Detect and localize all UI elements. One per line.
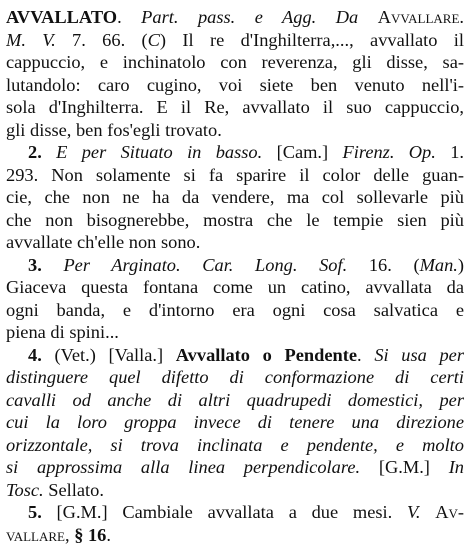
entry-line (6, 321, 464, 344)
entry-line (6, 434, 464, 457)
text-run: che non bisognerebbe, mostra che le tempie sien più (6, 210, 464, 230)
text-run: si approssima alla linea perpendicolare. (6, 457, 360, 477)
entry-line (6, 51, 464, 74)
entry-line (6, 231, 464, 254)
entry-line (6, 479, 464, 502)
text-run: 2. (28, 142, 56, 162)
text-run: . (117, 7, 141, 27)
text-run: Man. (420, 255, 458, 275)
text-run: Av- (435, 502, 464, 522)
text-run: . (106, 525, 111, 545)
text-run: ) Il re d'Inghilterra,..., avvallato il (160, 30, 464, 50)
text-run: Part. pass. e Agg. Da (141, 7, 378, 27)
text-run: 1. (436, 142, 464, 162)
text-run: sola d'Inghilterra. E il Re, avvallato il suo cappuccio, (6, 97, 464, 117)
text-run: cie, che non ne ha da vendere, ma col sollevarle più (6, 187, 464, 207)
entry-line (6, 186, 464, 209)
text-run: cappuccio, e inchinatolo con reverenza, gli disse, sa- (6, 52, 464, 72)
entry-line (6, 411, 464, 434)
entry-line (6, 456, 464, 479)
text-run: Si usa per (374, 345, 464, 365)
text-run: [G.M.] Cambiale avvallata a due mesi. (57, 502, 407, 522)
text-run: In (449, 457, 464, 477)
text-run: M. V. (6, 30, 56, 50)
entry-line (6, 74, 464, 97)
entry-line (6, 389, 464, 412)
text-run: Giaceva questa fontana come un catino, avvallata da (6, 277, 464, 297)
text-run: (Vet.) [Valla.] (54, 345, 175, 365)
text-run: distinguere quel difetto di conformazione di certi (6, 367, 464, 387)
text-run: Avvallare (378, 7, 460, 27)
text-run: V. (407, 502, 420, 522)
text-run: 4. (28, 345, 54, 365)
entry-line (6, 6, 464, 29)
text-run: lutandolo: caro cugino, voi siete ben venuto nell'i- (6, 75, 464, 95)
entry-line (6, 501, 464, 524)
entry-line (6, 344, 464, 367)
text-run: Per Arginato. Car. Long. Sof. (63, 255, 347, 275)
entry-line (6, 209, 464, 232)
entry-line (6, 96, 464, 119)
text-run: orizzontale, si trova inclinata e pendente, e molto (6, 435, 464, 455)
text-run: [Cam.] (262, 142, 342, 162)
text-run: cavalli od anche di altri quadrupedi domestici, per (6, 390, 464, 410)
entry-line (6, 164, 464, 187)
text-run: vallare (6, 525, 65, 545)
entry-line (6, 254, 464, 277)
text-run (420, 502, 435, 522)
text-run: Firenz. Op. (343, 142, 436, 162)
text-run: Tosc. (6, 480, 44, 500)
entry-line (6, 29, 464, 52)
text-run: 293. Non solamente si fa sparire il color delle guan- (6, 165, 464, 185)
text-run: 7. 66. ( (56, 30, 148, 50)
text-run: . (357, 345, 374, 365)
text-run: , (65, 525, 74, 545)
text-run: Avvallato o Pendente (176, 345, 357, 365)
text-run: [G.M.] (360, 457, 449, 477)
text-run: 3. (28, 255, 63, 275)
entry-line (6, 276, 464, 299)
text-run: ogni banda, e d'intorno era ogni cosa salvatica e (6, 300, 464, 320)
text-run: E per Situato in basso. (56, 142, 262, 162)
entry-line (6, 524, 464, 546)
text-run: piena di spini... (6, 322, 119, 342)
text-run: C (148, 30, 160, 50)
entry-line (6, 299, 464, 322)
text-run: Sellato. (44, 480, 104, 500)
dictionary-entry (6, 6, 464, 546)
text-run: gli disse, ben fos'egli trovato. (6, 120, 222, 140)
text-run: ) (458, 255, 464, 275)
text-run: AVVALLATO (6, 7, 117, 27)
entry-line (6, 141, 464, 164)
text-run: 16. ( (347, 255, 419, 275)
text-run: avvallate ch'elle non sono. (6, 232, 200, 252)
text-run: cui la loro groppa invece di tenere una direzione (6, 412, 464, 432)
text-run: § 16 (74, 525, 106, 545)
text-run: . (459, 7, 464, 27)
text-run: 5. (28, 502, 57, 522)
entry-line (6, 366, 464, 389)
entry-line (6, 119, 464, 142)
